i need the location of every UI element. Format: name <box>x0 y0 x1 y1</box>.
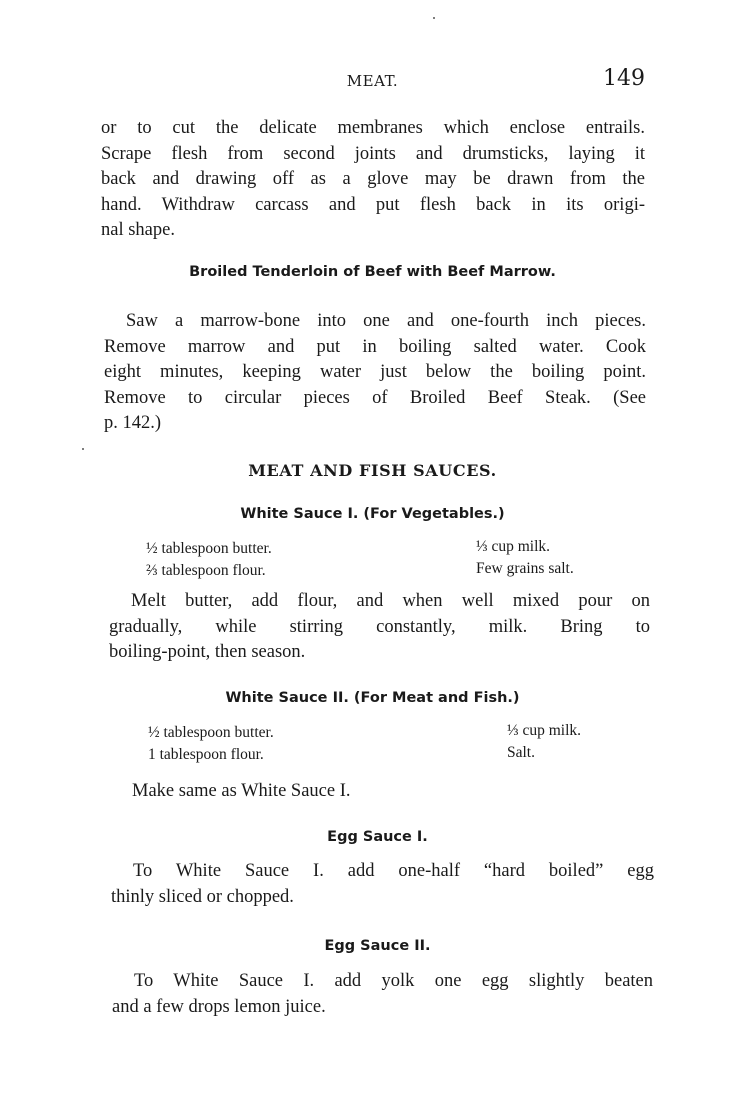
ingredient-item: Few grains salt. <box>476 560 574 577</box>
ingredient-item: Salt. <box>507 744 535 761</box>
text-line: nal shape. <box>101 220 175 240</box>
white-sauce-1-paragraph <box>109 589 650 666</box>
ingredient-item: ⅔ tablespoon flour. <box>146 562 266 579</box>
page-header <box>100 66 645 96</box>
ingredients-right <box>476 536 574 580</box>
text-line: Remove marrow and put in boiling salted water. Cook <box>104 336 646 357</box>
ingredient-item: ⅓ cup milk. <box>507 722 582 739</box>
recipe-title-egg-sauce-2: Egg Sauce II. <box>324 938 431 954</box>
egg-sauce-1-paragraph <box>111 859 654 910</box>
text-line: To White Sauce I. add yolk one egg slightly beaten <box>134 971 653 991</box>
text-line: Melt butter, add flour, and when well mixed pour on <box>131 591 650 611</box>
egg-sauce-2-paragraph <box>112 969 653 1020</box>
ingredients-left <box>148 722 274 766</box>
text-line: Saw a marrow-bone into one and one-fourth inch pieces. <box>126 311 646 331</box>
text-line: p. 142.) <box>104 413 162 433</box>
intro-paragraph <box>101 116 645 244</box>
text-line: eight minutes, keeping water just below the boiling point. <box>104 362 646 382</box>
section-title: MEAT AND FISH SAUCES. <box>248 461 497 480</box>
print-speck <box>433 17 435 19</box>
ingredients-left <box>146 538 272 582</box>
text-line: gradually, while stirring constantly, milk. Bring to <box>109 616 650 637</box>
tenderloin-paragraph <box>104 309 646 437</box>
recipe-title-egg-sauce-1: Egg Sauce I. <box>327 829 428 845</box>
ingredient-item: 1 tablespoon flour. <box>148 746 264 763</box>
running-title: MEAT. <box>346 72 399 90</box>
ingredient-item: ⅓ cup milk. <box>476 538 551 555</box>
recipe-title-white-sauce-2: White Sauce II. (For Meat and Fish.) <box>225 690 520 706</box>
ingredient-item: ½ tablespoon butter. <box>146 540 272 557</box>
recipe-title-white-sauce-1: White Sauce I. (For Vegetables.) <box>240 506 505 522</box>
text-line: hand. Withdraw carcass and put flesh back in its origi- <box>101 194 645 215</box>
text-line: Scrape flesh from second joints and drumsticks, laying it <box>101 143 645 164</box>
ingredients-right <box>507 720 581 764</box>
text-line: or to cut the delicate membranes which enclose entrails. <box>101 118 645 138</box>
white-sauce-2-paragraph <box>110 779 650 805</box>
text-line: Remove to circular pieces of Broiled Beef Steak. (See <box>104 387 646 408</box>
ingredient-item: ½ tablespoon butter. <box>148 724 274 741</box>
recipe-title-tenderloin: Broiled Tenderloin of Beef with Beef Marrow. <box>189 264 556 280</box>
text-line: Make same as White Sauce I. <box>132 781 351 801</box>
text-line: To White Sauce I. add one-half “hard boiled” egg <box>133 861 654 881</box>
text-line: and a few drops lemon juice. <box>112 996 326 1017</box>
print-speck <box>82 448 84 450</box>
page-number: 149 <box>603 66 645 91</box>
text-line: back and drawing off as a glove may be drawn from the <box>101 169 645 189</box>
text-line: thinly sliced or chopped. <box>111 886 294 907</box>
text-line: boiling-point, then season. <box>109 642 306 662</box>
